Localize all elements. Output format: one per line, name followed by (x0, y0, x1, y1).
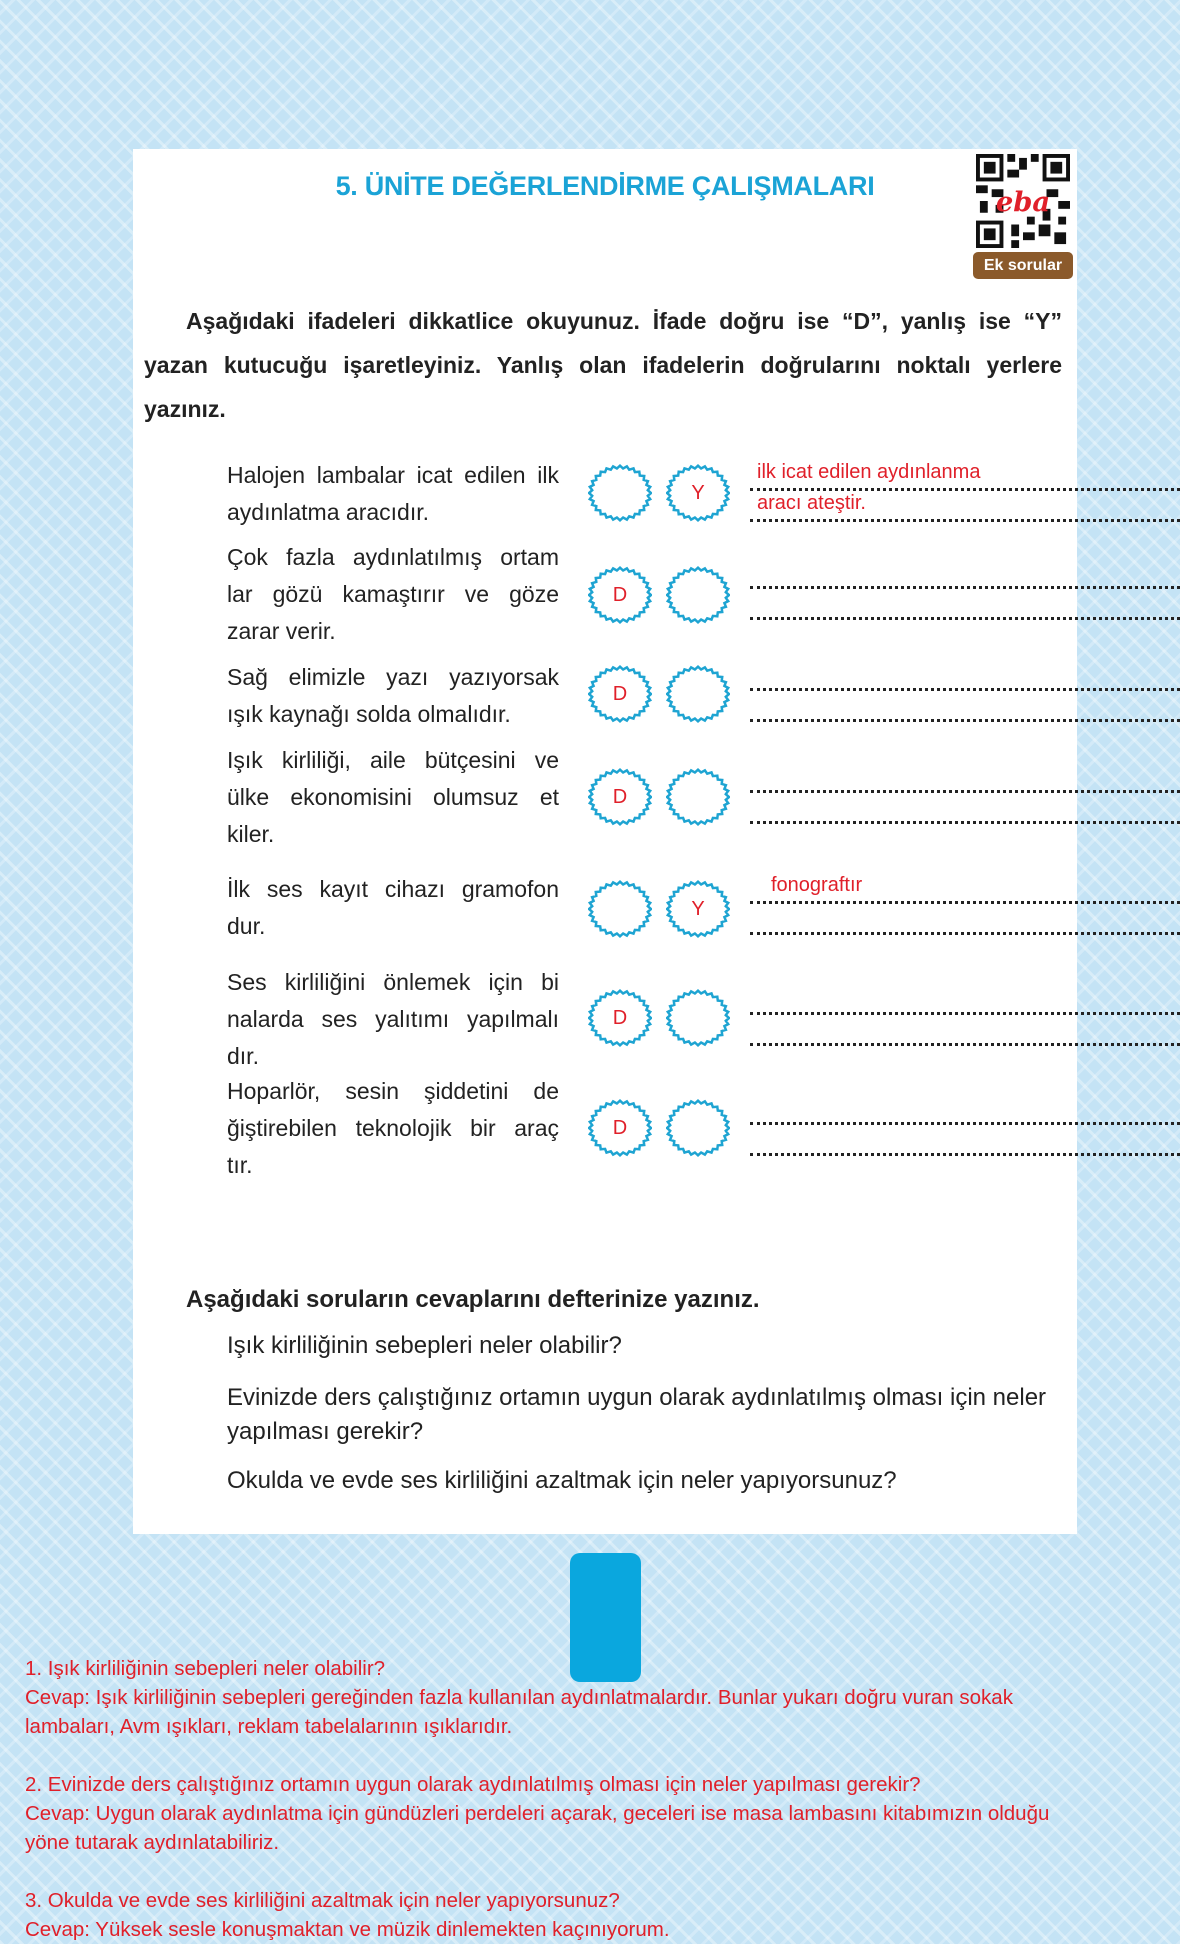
statement-line: zarar verir. (227, 618, 336, 644)
false-option-circle[interactable] (666, 662, 730, 726)
answer-line: lambaları, Avm ışıkları, reklam tabelalarının ışıklarıdır. (25, 1715, 513, 1738)
true-mark: D (612, 1007, 628, 1029)
statement-line: Işık kirliliği, aile bütçesini ve (227, 747, 559, 773)
false-mark: Y (691, 898, 705, 920)
answer-line: Cevap: Işık kirliliğinin sebepleri gereğinden fazla kullanılan aydınlatmalardır. Bunlar yukarı doğru vuran sokak (25, 1686, 1013, 1709)
handwritten-answer: fonograftır (771, 874, 863, 896)
statement-line: Çok fazla aydınlatılmış ortam (227, 544, 559, 570)
false-mark (666, 765, 730, 829)
answer-dotted-line[interactable] (750, 1043, 1180, 1046)
statement-line: Ses kirliliğini önlemek için bi (227, 969, 559, 995)
false-option-circle[interactable] (666, 563, 730, 627)
statement-text (227, 964, 559, 1075)
question-line: yapılması gerekir? (227, 1418, 424, 1445)
false-mark (666, 662, 730, 726)
false-mark (666, 986, 730, 1050)
statement-line: Halojen lambalar icat edilen ilk (227, 462, 559, 488)
true-option-circle[interactable] (588, 877, 652, 941)
statement-line: İlk ses kayıt cihazı gramofon (227, 876, 559, 902)
answers-text (25, 1654, 1049, 1944)
true-option-circle[interactable] (588, 986, 652, 1050)
statement-text (227, 539, 559, 650)
statement-text (227, 457, 559, 531)
true-mark: D (612, 786, 628, 808)
statement-line: dır. (227, 1043, 259, 1069)
statement-line: nalarda ses yalıtımı yapılmalı (227, 1006, 559, 1032)
question-line: Okulda ve evde ses kirliliğini azaltmak için neler yapıyorsunuz? (227, 1467, 897, 1494)
statement-text (227, 742, 559, 853)
question-line: Evinizde ders çalıştığınız ortamın uygun olarak aydınlatılmış olması için neler (227, 1384, 1047, 1411)
statement-line: kiler. (227, 821, 275, 847)
answer-dotted-line[interactable] (750, 1122, 1180, 1125)
false-option-circle[interactable] (666, 765, 730, 829)
statement-line: dur. (227, 913, 266, 939)
answer-line: 1. Işık kirliliğinin sebepleri neler olabilir? (25, 1657, 386, 1680)
statement-line: Hoparlör, sesin şiddetini de (227, 1078, 559, 1104)
false-mark (666, 1096, 730, 1160)
true-mark (588, 461, 652, 525)
answer-dotted-line[interactable] (750, 1012, 1180, 1015)
true-mark: D (612, 584, 628, 606)
answer-line: 2. Evinizde ders çalıştığınız ortamın uygun olarak aydınlatılmış olması için neler yapılması gerekir? (25, 1773, 921, 1796)
statement-line: ülke ekonomisini olumsuz et (227, 784, 559, 810)
statement-line: lar gözü kamaştırır ve göze (227, 581, 559, 607)
answer-line: 3. Okulda ve evde ses kirliliğini azaltmak için neler yapıyorsunuz? (25, 1889, 620, 1912)
qr-code-icon[interactable] (975, 154, 1071, 248)
true-mark (588, 877, 652, 941)
true-mark: D (612, 683, 628, 705)
answer-dotted-line[interactable] (750, 688, 1180, 691)
extra-questions-button[interactable]: Ek sorular (973, 252, 1073, 279)
statement-line: ışık kaynağı solda olmalıdır. (227, 701, 511, 727)
worksheet-page (133, 149, 1077, 1534)
questions-heading: Aşağıdaki soruların cevaplarını defterinize yazınız. (186, 1286, 760, 1313)
true-option-circle[interactable] (588, 563, 652, 627)
statement-line: ğiştirebilen teknolojik bir araç (227, 1115, 559, 1141)
answer-dotted-line[interactable] (750, 901, 1180, 904)
question-item (227, 1464, 1067, 1498)
instructions: Aşağıdaki ifadeleri dikkatlice okuyunuz. İfade doğru ise “D”, yanlış ise “Y” yazan kutucuğu işaretleyiniz. Yanlış olan ifadelerin doğrularını noktalı yerlere yazınız. (144, 308, 1062, 422)
statement-line: aydınlatma aracıdır. (227, 499, 429, 525)
answer-line: Cevap: Uygun olarak aydınlatma için gündüzleri perdeleri açarak, geceleri ise masa lambasını kitabımızın olduğu (25, 1802, 1050, 1825)
answer-dotted-line[interactable] (750, 719, 1180, 722)
page-title: 5. ÜNİTE DEĞERLENDİRME ÇALIŞMALARI (335, 171, 875, 201)
false-option-circle[interactable] (666, 986, 730, 1050)
true-option-circle[interactable] (588, 662, 652, 726)
statement-text (227, 659, 559, 733)
answer-dotted-line[interactable] (750, 617, 1180, 620)
answer-dotted-line[interactable] (750, 932, 1180, 935)
answer-line: yöne tutarak aydınlatabiliriz. (25, 1831, 280, 1854)
question-item (227, 1329, 1067, 1363)
answer-line: Cevap: Yüksek sesle konuşmaktan ve müzik dinlemekten kaçınıyorum. (25, 1918, 670, 1941)
question-line: Işık kirliliğinin sebepleri neler olabilir? (227, 1332, 622, 1359)
handwritten-answer: ilk icat edilen aydınlanma (757, 461, 981, 483)
answer-dotted-line[interactable] (750, 1153, 1180, 1156)
answer-dotted-line[interactable] (750, 790, 1180, 793)
answer-line (25, 1741, 1049, 1770)
answer-dotted-line[interactable] (750, 488, 1180, 491)
false-option-circle[interactable] (666, 1096, 730, 1160)
statement-text (227, 1073, 559, 1184)
answer-dotted-line[interactable] (750, 519, 1180, 522)
handwritten-answer: aracı ateştir. (757, 492, 866, 514)
question-item (227, 1381, 1067, 1449)
answer-dotted-line[interactable] (750, 586, 1180, 589)
eba-logo: eba (995, 185, 1051, 218)
true-option-circle[interactable] (588, 461, 652, 525)
statement-line: Sağ elimizle yazı yazıyorsak (227, 664, 559, 690)
true-mark: D (612, 1117, 628, 1139)
statement-text (227, 871, 559, 945)
false-mark (666, 563, 730, 627)
true-option-circle[interactable] (588, 1096, 652, 1160)
answer-dotted-line[interactable] (750, 821, 1180, 824)
false-option-circle[interactable] (666, 877, 730, 941)
false-mark: Y (691, 482, 705, 504)
answer-line (25, 1857, 1049, 1886)
false-option-circle[interactable] (666, 461, 730, 525)
statement-line: tır. (227, 1152, 253, 1178)
true-option-circle[interactable] (588, 765, 652, 829)
